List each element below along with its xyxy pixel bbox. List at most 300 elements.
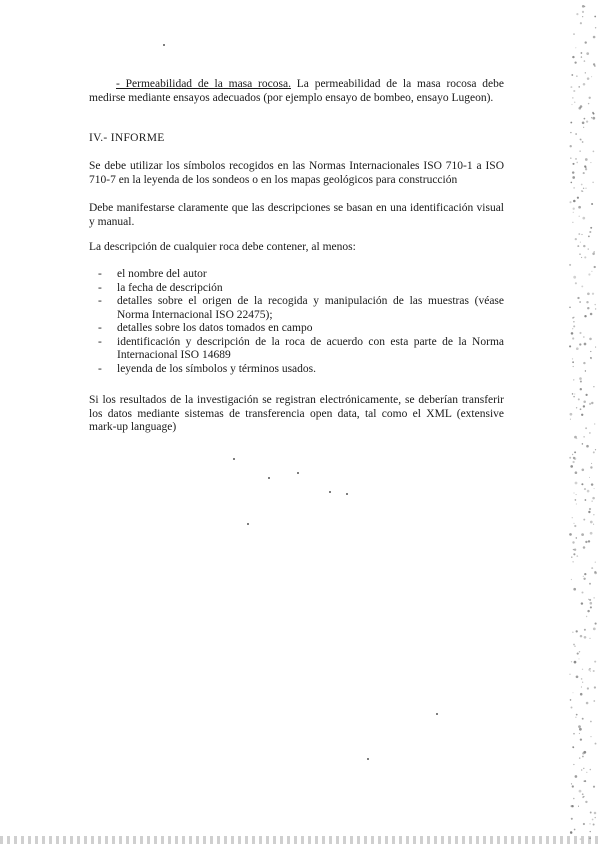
noise-dot <box>573 523 574 524</box>
noise-dot <box>590 351 591 352</box>
noise-dot <box>583 436 584 437</box>
noise-dot <box>587 610 589 612</box>
list-item <box>89 282 504 296</box>
noise-dot <box>574 436 577 439</box>
noise-dot <box>576 675 579 678</box>
noise-dot <box>590 769 592 771</box>
noise-dot <box>576 162 578 164</box>
noise-dot <box>572 517 573 518</box>
noise-dot <box>578 206 581 209</box>
list-item <box>89 363 504 377</box>
noise-dot <box>580 408 582 410</box>
noise-dot <box>588 599 589 600</box>
description-requirements-list <box>89 268 504 376</box>
noise-dot <box>582 443 584 445</box>
noise-dot <box>591 271 592 272</box>
noise-dot <box>581 257 582 258</box>
list-item <box>89 336 504 363</box>
noise-dot <box>572 393 574 395</box>
list-dash: - <box>98 281 102 294</box>
list-item-text: identificación y descripción de la roca de acuerdo con esta parte de la Norma Internacional ISO 14689 <box>117 335 504 361</box>
noise-dot <box>578 806 579 807</box>
noise-dot <box>575 482 578 485</box>
noise-dot <box>578 725 581 728</box>
noise-dot <box>589 231 591 233</box>
noise-dot <box>590 831 591 832</box>
list-item <box>89 268 504 282</box>
noise-dot <box>573 317 574 318</box>
noise-dot <box>583 519 585 521</box>
noise-dot <box>572 454 573 455</box>
noise-dot <box>575 471 578 474</box>
noise-dot <box>593 670 595 672</box>
noise-dot <box>591 567 593 569</box>
noise-dot <box>570 182 572 184</box>
noise-dot <box>587 77 590 80</box>
noise-dot <box>593 786 595 788</box>
noise-dot <box>574 549 576 551</box>
noise-dot <box>573 321 575 323</box>
noise-dot <box>570 465 573 468</box>
noise-dot <box>594 266 596 268</box>
noise-dot <box>581 483 583 485</box>
noise-dot <box>586 772 587 773</box>
noise-dot <box>578 398 580 400</box>
noise-dot <box>572 163 574 165</box>
noise-dot <box>593 824 595 826</box>
noise-dot <box>594 812 597 815</box>
noise-dot <box>585 41 587 43</box>
noise-dot <box>582 718 584 720</box>
noise-dot <box>583 400 586 403</box>
noise-dot <box>581 285 583 287</box>
noise-dot <box>580 105 583 108</box>
noise-dot <box>579 757 580 758</box>
noise-dot <box>586 52 589 55</box>
noise-dot <box>581 190 583 192</box>
noise-dot <box>583 172 585 174</box>
noise-dot <box>595 449 596 450</box>
noise-dot <box>588 249 589 250</box>
noise-dot <box>589 823 590 824</box>
noise-dot <box>575 133 577 135</box>
noise-dot <box>570 831 572 833</box>
noise-dot <box>592 293 594 295</box>
noise-dot <box>573 798 575 800</box>
noise-dot <box>576 503 577 504</box>
noise-dot <box>569 201 571 203</box>
noise-dot <box>572 176 575 179</box>
noise-dot <box>576 75 577 76</box>
noise-dot <box>593 524 594 525</box>
noise-dot <box>575 158 577 160</box>
noise-dot <box>591 483 593 485</box>
noise-dot <box>583 127 584 128</box>
paragraph-permeability <box>89 78 504 105</box>
list-item-text: detalles sobre los datos tomados en campo <box>117 322 313 334</box>
noise-dot <box>593 386 594 387</box>
noise-dot <box>573 644 575 646</box>
noise-dot <box>582 11 584 13</box>
list-item-text: detalles sobre el origen de la recogida y manipulación de las muestras (véase Norma Internacional ISO 22475); <box>117 295 504 321</box>
noise-dot <box>569 533 572 536</box>
noise-dot <box>588 235 590 237</box>
noise-dot <box>571 556 572 557</box>
list-item <box>89 322 504 336</box>
noise-dot <box>573 549 574 550</box>
noise-dot <box>594 686 596 688</box>
noise-dot <box>593 451 595 453</box>
noise-dot <box>570 413 573 416</box>
noise-dot <box>580 380 582 382</box>
noise-dot <box>589 477 590 478</box>
noise-dot <box>579 651 580 652</box>
noise-dot <box>576 494 577 495</box>
noise-dot <box>571 783 572 784</box>
noise-dot <box>572 361 574 363</box>
noise-dot <box>584 60 586 62</box>
noise-dot <box>593 514 594 515</box>
noise-dot <box>573 764 574 765</box>
noise-dot <box>579 332 581 334</box>
noise-dot <box>582 752 584 754</box>
noise-dot <box>573 379 574 380</box>
noise-dot <box>581 686 582 687</box>
noise-dot <box>594 423 595 424</box>
noise-dot <box>591 463 592 464</box>
noise-dot <box>582 217 585 220</box>
noise-dot <box>595 817 596 818</box>
noise-dot <box>577 653 579 655</box>
noise-dot <box>571 818 573 820</box>
noise-dot <box>581 184 583 186</box>
noise-dot <box>573 187 575 189</box>
noise-dot <box>573 200 576 203</box>
noise-dot <box>585 168 587 170</box>
noise-dot <box>570 132 571 133</box>
paragraph-electronic-records: Si los resultados de la investigación se registran electrónicamente, se deberían transferir los datos mediante sistemas de transferencia open data, tal como el XML (extensive mark-up language) <box>89 394 504 433</box>
noise-dot <box>589 668 590 669</box>
noise-dot <box>582 122 585 125</box>
noise-dot <box>580 242 581 243</box>
noise-dot <box>586 702 589 705</box>
noise-dot <box>572 785 574 787</box>
noise-dot <box>582 669 583 670</box>
noise-dot <box>583 576 584 577</box>
noise-dot <box>595 562 596 563</box>
noise-dot <box>575 47 576 48</box>
noise-dot <box>576 347 579 350</box>
noise-dot <box>582 5 585 8</box>
noise-dot <box>581 591 583 593</box>
noise-dot <box>576 630 578 632</box>
noise-dot <box>572 561 574 563</box>
noise-dot <box>569 674 570 675</box>
scan-speck <box>329 491 331 493</box>
scan-speck <box>268 477 270 479</box>
noise-dot <box>573 33 575 35</box>
noise-dot <box>590 227 592 229</box>
noise-dot <box>586 301 588 303</box>
noise-dot <box>584 315 586 317</box>
noise-dot <box>573 276 576 279</box>
noise-dot <box>572 328 573 329</box>
noise-dot <box>572 541 574 543</box>
list-dash: - <box>98 362 102 375</box>
list-item-text: el nombre del autor <box>117 268 207 280</box>
noise-dot <box>577 245 579 247</box>
noise-dot <box>581 533 584 536</box>
noise-dot <box>574 393 575 394</box>
noise-dot <box>576 555 578 557</box>
noise-dot <box>583 336 585 338</box>
noise-dot <box>572 358 573 359</box>
noise-dot <box>583 768 584 769</box>
noise-dot <box>581 678 583 680</box>
noise-dot <box>582 756 584 758</box>
noise-dot <box>593 151 595 153</box>
list-item <box>89 295 504 322</box>
paragraph-description-intro: La descripción de cualquier roca debe contener, al menos: <box>89 241 356 253</box>
noise-dot <box>586 445 589 448</box>
paragraph-symbols: Se debe utilizar los símbolos recogidos en las Normas Internacionales ISO 710-1 a ISO 710-7 en la leyenda de los sondeos o en los mapas geológicos para construcción <box>89 160 504 186</box>
noise-dot <box>572 337 574 339</box>
noise-dot <box>585 158 588 161</box>
noise-dot <box>583 245 585 247</box>
noise-dot <box>573 212 574 213</box>
noise-dot <box>588 540 590 542</box>
permeability-heading: - Permeabilidad de la masa rocosa. <box>116 78 291 90</box>
noise-dot <box>579 377 582 380</box>
noise-dot <box>579 790 582 793</box>
noise-dot <box>572 56 574 58</box>
noise-dot <box>580 22 582 24</box>
noise-dot <box>576 407 577 408</box>
noise-dot <box>584 573 586 575</box>
noise-dot <box>595 743 597 745</box>
noise-dot <box>570 157 572 159</box>
noise-dot <box>583 188 584 189</box>
noise-dot <box>594 572 597 575</box>
noise-dot <box>594 488 595 489</box>
noise-dot <box>590 521 593 524</box>
noise-dot <box>593 628 596 631</box>
noise-dot <box>575 775 578 778</box>
noise-dot <box>592 497 595 500</box>
noise-dot <box>580 635 583 638</box>
noise-dot <box>590 606 592 608</box>
noise-dot <box>589 583 591 585</box>
noise-dot <box>587 687 589 689</box>
noise-dot <box>572 171 574 173</box>
list-item-text: la fecha de descripción <box>117 281 223 294</box>
noise-dot <box>590 532 593 535</box>
noise-dot <box>571 707 573 709</box>
noise-dot <box>581 414 583 416</box>
noise-dot <box>579 150 580 151</box>
noise-dot <box>579 301 581 303</box>
noise-dot <box>578 233 580 235</box>
noise-dot <box>573 588 576 591</box>
noise-dot <box>593 36 596 39</box>
noise-dot <box>585 394 587 396</box>
noise-dot <box>588 103 589 104</box>
noise-dot <box>573 553 575 555</box>
noise-dot <box>583 405 585 407</box>
noise-dot <box>569 264 571 266</box>
noise-dot <box>590 313 593 316</box>
noise-dot <box>589 638 590 639</box>
scan-speck <box>297 472 299 474</box>
noise-dot <box>592 182 593 183</box>
list-dash: - <box>98 295 102 307</box>
noise-dot <box>589 338 592 341</box>
noise-dot <box>572 222 573 223</box>
noise-dot <box>581 769 582 770</box>
noise-dot <box>585 167 587 169</box>
noise-dot <box>591 117 592 118</box>
noise-dot <box>570 699 572 701</box>
noise-dot <box>583 578 585 580</box>
noise-dot <box>595 347 596 348</box>
noise-dot <box>582 796 584 798</box>
noise-dot <box>594 661 596 663</box>
paragraph-identification: Debe manifestarse claramente que las descripciones se basan en una identificación visual y manual. <box>89 202 504 228</box>
noise-dot <box>592 117 595 120</box>
noise-dot <box>580 693 583 696</box>
noise-dot <box>574 457 577 460</box>
noise-dot <box>592 819 594 821</box>
noise-dot <box>573 747 574 748</box>
noise-dot <box>578 658 579 659</box>
noise-dot <box>577 297 579 299</box>
noise-dot <box>590 721 592 723</box>
noise-dot <box>569 457 571 459</box>
noise-dot <box>587 490 590 493</box>
noise-dot <box>592 112 594 114</box>
noise-dot <box>595 27 596 28</box>
noise-dot <box>595 623 597 625</box>
noise-dot <box>574 646 575 647</box>
noise-dot <box>594 65 596 67</box>
noise-dot <box>583 83 586 86</box>
scan-speck <box>163 44 165 46</box>
noise-dot <box>582 469 585 472</box>
noise-dot <box>590 812 592 814</box>
noise-dot <box>579 733 580 734</box>
noise-dot <box>575 238 577 240</box>
noise-dot <box>584 780 586 782</box>
noise-dot <box>590 466 592 468</box>
noise-dot <box>574 451 576 453</box>
noise-dot <box>571 74 573 76</box>
noise-dot <box>572 97 574 99</box>
scan-speck <box>247 523 249 525</box>
noise-dot <box>585 801 587 803</box>
noise-dot <box>580 139 582 141</box>
noise-dot <box>589 403 591 405</box>
noise-dot <box>593 700 595 702</box>
scan-speck <box>436 713 438 715</box>
noise-dot <box>582 141 584 143</box>
noise-dot <box>574 829 576 831</box>
noise-dot <box>572 692 573 693</box>
noise-dot <box>587 307 589 309</box>
noise-dot <box>572 461 574 463</box>
noise-dot <box>584 629 586 631</box>
noise-dot <box>593 251 595 253</box>
noise-dot <box>580 738 582 740</box>
noise-dot <box>583 823 585 825</box>
noise-dot <box>581 234 582 235</box>
noise-dot <box>573 396 575 398</box>
noise-dot <box>585 499 587 501</box>
noise-dot <box>594 16 596 18</box>
noise-dot <box>585 370 586 371</box>
noise-dot <box>581 52 583 54</box>
noise-dot <box>575 717 576 718</box>
noise-dot <box>569 345 571 347</box>
scan-speck <box>367 758 369 760</box>
noise-dot <box>571 332 574 335</box>
noise-dot <box>589 432 590 433</box>
noise-dot <box>573 733 575 735</box>
noise-dot <box>571 579 572 580</box>
noise-dot <box>587 292 590 295</box>
scan-speck <box>346 493 348 495</box>
noise-dot <box>573 90 575 92</box>
noise-dot <box>584 118 586 120</box>
noise-dot <box>588 273 590 275</box>
noise-dot <box>574 525 576 527</box>
noise-dot <box>580 388 582 390</box>
scan-speck <box>233 458 235 460</box>
noise-dot <box>573 325 575 327</box>
noise-dot <box>571 104 572 105</box>
noise-dot <box>584 636 587 639</box>
noise-dot <box>591 76 592 77</box>
noise-dot <box>585 541 587 543</box>
noise-dot <box>581 602 583 604</box>
noise-dot <box>579 728 582 731</box>
noise-dot <box>570 419 571 420</box>
noise-dot <box>585 427 587 429</box>
noise-dot <box>576 13 578 15</box>
noise-dot <box>574 661 577 664</box>
noise-dot <box>570 86 572 88</box>
noise-dot <box>589 508 591 510</box>
noise-dot <box>577 197 579 199</box>
noise-dot <box>590 162 591 163</box>
noise-dot <box>575 499 577 501</box>
noise-dot <box>573 208 575 210</box>
noise-dot <box>581 56 582 57</box>
noise-dot <box>579 254 580 255</box>
noise-dot <box>571 805 573 807</box>
noise-dot <box>570 122 572 124</box>
noise-dot <box>585 72 586 73</box>
noise-dot <box>572 632 573 633</box>
noise-dot <box>589 97 591 99</box>
noise-dot <box>591 402 593 404</box>
noise-dot <box>582 793 584 795</box>
noise-dot <box>591 358 592 359</box>
noise-dot <box>592 253 595 256</box>
noise-dot <box>594 304 595 305</box>
noise-dot <box>573 366 574 367</box>
noise-dot <box>576 537 577 538</box>
noise-dot <box>576 714 578 716</box>
